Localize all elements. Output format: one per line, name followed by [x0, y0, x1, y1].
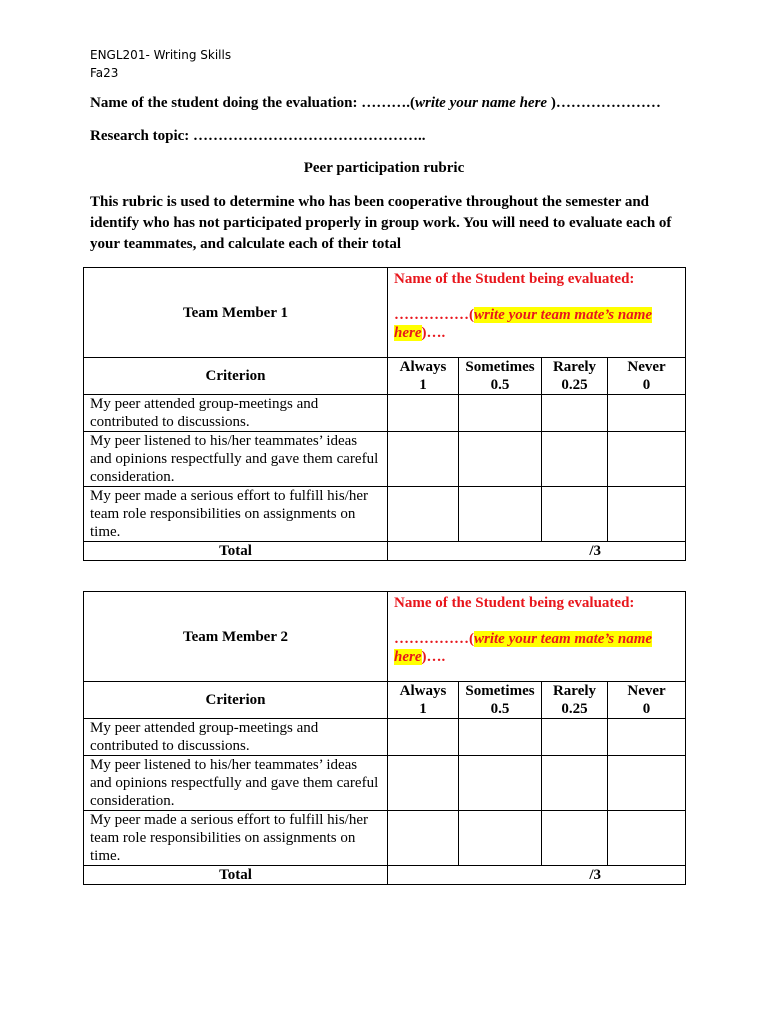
evaluator-tail: )………………… [550, 95, 661, 111]
score-cell[interactable] [388, 719, 459, 756]
score-cell[interactable] [608, 811, 686, 866]
criterion-text: My peer attended group-meetings and contributed to discussions. [84, 719, 388, 756]
score-cell[interactable] [388, 432, 459, 487]
criterion-text: My peer made a serious effort to fulfill his/her team role responsibilities on assignments on time. [84, 487, 388, 542]
rubric-title: Peer participation rubric [303, 160, 465, 176]
eval-hint: write your team mate’s name here [394, 307, 653, 341]
scale-sometimes: Sometimes 0.5 [459, 358, 542, 395]
evaluated-student-label: Name of the Student being evaluated: [394, 595, 635, 611]
team-member-title: Team Member 1 [84, 268, 388, 358]
score-cell[interactable] [542, 487, 608, 542]
scale-sometimes: Sometimes 0.5 [459, 682, 542, 719]
score-cell[interactable] [542, 432, 608, 487]
score-cell[interactable] [388, 395, 459, 432]
team-member-title: Team Member 2 [84, 592, 388, 682]
score-cell[interactable] [608, 487, 686, 542]
total-label: Total [84, 542, 388, 561]
criterion-text: My peer listened to his/her teammates’ ideas and opinions respectfully and gave them careful consideration. [84, 432, 388, 487]
score-cell[interactable] [608, 395, 686, 432]
criterion-header: Criterion [84, 682, 388, 719]
total-label: Total [84, 866, 388, 885]
evaluated-student-cell[interactable] [388, 268, 686, 358]
score-cell[interactable] [459, 811, 542, 866]
scale-never: Never 0 [608, 358, 686, 395]
score-cell[interactable] [459, 487, 542, 542]
scale-rarely: Rarely 0.25 [542, 358, 608, 395]
score-cell[interactable] [459, 432, 542, 487]
score-cell[interactable] [459, 719, 542, 756]
total-score[interactable]: /3 [388, 542, 686, 561]
scale-always: Always 1 [388, 358, 459, 395]
score-cell[interactable] [388, 811, 459, 866]
research-topic-line[interactable]: Research topic: ……………………………………….. [90, 128, 426, 144]
evaluator-line[interactable] [90, 94, 661, 112]
score-cell[interactable] [388, 487, 459, 542]
intro-paragraph: This rubric is used to determine who has been cooperative throughout the semester and identify who has not participated properly in group work. You will need to evaluate each of your teammates, and calculate each of their total [90, 194, 672, 252]
score-cell[interactable] [459, 395, 542, 432]
eval-suffix: )…. [421, 649, 446, 665]
evaluated-student-cell[interactable] [388, 592, 686, 682]
scale-always: Always 1 [388, 682, 459, 719]
scale-rarely: Rarely 0.25 [542, 682, 608, 719]
evaluator-hint: write your name here [415, 95, 551, 111]
score-cell[interactable] [542, 719, 608, 756]
course-header: ENGL201- Writing Skills [90, 48, 232, 62]
score-cell[interactable] [542, 395, 608, 432]
eval-suffix: )…. [421, 325, 446, 341]
score-cell[interactable] [388, 756, 459, 811]
rubric-table-member-2 [83, 591, 686, 885]
score-cell[interactable] [608, 719, 686, 756]
eval-hint: write your team mate’s name here [394, 631, 653, 665]
score-cell[interactable] [608, 756, 686, 811]
criterion-text: My peer listened to his/her teammates’ ideas and opinions respectfully and gave them careful consideration. [84, 756, 388, 811]
eval-prefix: ……………( [394, 631, 474, 647]
rubric-table-member-1 [83, 267, 686, 561]
score-cell[interactable] [542, 811, 608, 866]
criterion-text: My peer attended group-meetings and contributed to discussions. [84, 395, 388, 432]
eval-prefix: ……………( [394, 307, 474, 323]
scale-never: Never 0 [608, 682, 686, 719]
evaluated-student-label: Name of the Student being evaluated: [394, 271, 635, 287]
term-header: Fa23 [90, 66, 119, 80]
total-score[interactable]: /3 [388, 866, 686, 885]
evaluator-label: Name of the student doing the evaluation: ……….( [90, 95, 415, 111]
criterion-text: My peer made a serious effort to fulfill his/her team role responsibilities on assignments on time. [84, 811, 388, 866]
score-cell[interactable] [542, 756, 608, 811]
score-cell[interactable] [459, 756, 542, 811]
score-cell[interactable] [608, 432, 686, 487]
criterion-header: Criterion [84, 358, 388, 395]
